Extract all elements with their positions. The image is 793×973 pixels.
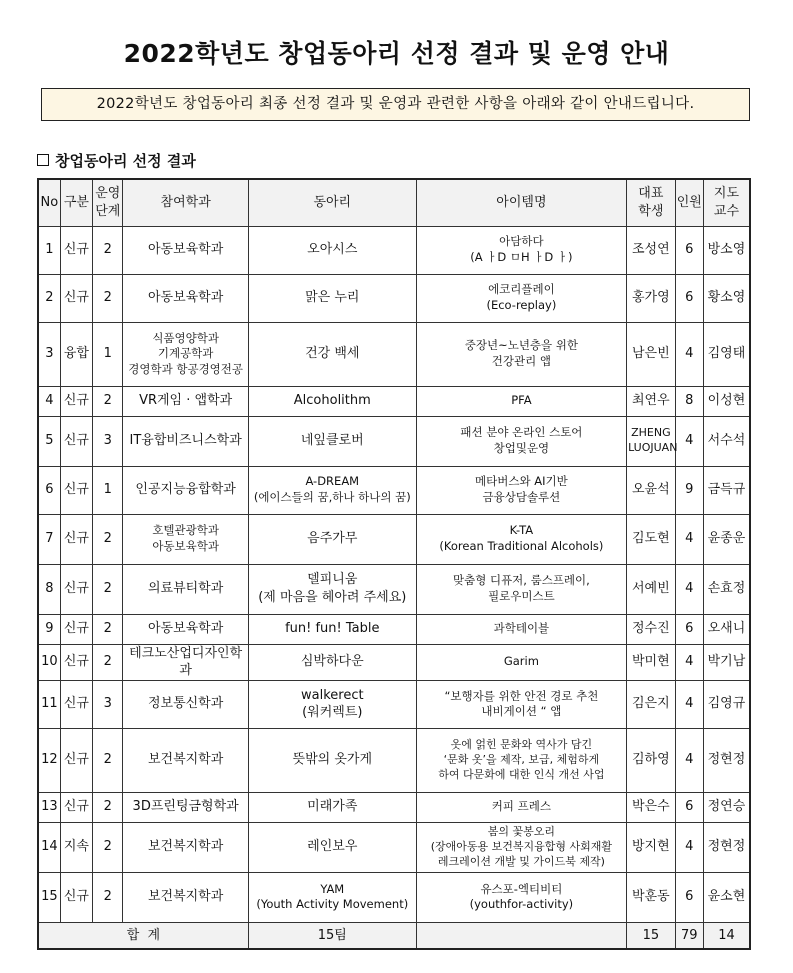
header-club: 동아리 [248,179,416,226]
row-members: 6 [675,792,703,822]
row-no: 15 [38,872,60,922]
row-members: 4 [675,564,703,614]
row-stage: 2 [93,872,123,922]
row-members: 4 [675,728,703,792]
row-advisor: 서수석 [703,416,750,466]
row-type: 신규 [60,680,92,728]
row-advisor: 윤소현 [703,872,750,922]
row-advisor: 윤종운 [703,514,750,564]
header-leader: 대표 학생 [627,179,676,226]
row-stage: 3 [93,416,123,466]
row-members: 6 [675,872,703,922]
row-type: 융합 [60,322,92,386]
row-advisor: 김영규 [703,680,750,728]
row-dept: 3D프린팅금형학과 [123,792,248,822]
checkbox-square-icon [37,154,49,166]
row-members: 4 [675,514,703,564]
header-dept: 참여학과 [123,179,248,226]
row-type: 신규 [60,514,92,564]
row-no: 1 [38,226,60,274]
row-leader: 박미현 [627,644,676,680]
row-stage: 1 [93,466,123,514]
row-dept: 호텔관광학과 아동보육학과 [123,514,248,564]
table-row [38,416,750,466]
row-dept: 테크노산업디자인학과 [123,644,248,680]
row-item: PFA [416,386,626,416]
total-row [38,922,750,949]
row-type: 신규 [60,872,92,922]
row-stage: 2 [93,514,123,564]
row-stage: 3 [93,680,123,728]
row-advisor: 정현정 [703,822,750,872]
row-club: 뜻밖의 옷가게 [248,728,416,792]
table-row [38,644,750,680]
notice-box: 2022학년도 창업동아리 최종 선정 결과 및 운영과 관련한 사항을 아래와 같이 안내드립니다. [41,88,750,121]
row-dept: 보건복지학과 [123,822,248,872]
row-type: 신규 [60,226,92,274]
row-no: 13 [38,792,60,822]
row-item: 맞춤형 디퓨저, 룸스프레이, 필로우미스트 [416,564,626,614]
row-stage: 2 [93,274,123,322]
row-club: 오아시스 [248,226,416,274]
row-members: 9 [675,466,703,514]
total-clubs: 15팀 [248,922,416,949]
table-row [38,728,750,792]
row-dept: IT융합비즈니스학과 [123,416,248,466]
row-advisor: 방소영 [703,226,750,274]
row-advisor: 황소영 [703,274,750,322]
row-no: 2 [38,274,60,322]
row-no: 4 [38,386,60,416]
row-leader: 박훈동 [627,872,676,922]
row-advisor: 정현정 [703,728,750,792]
row-leader: 방지현 [627,822,676,872]
row-stage: 1 [93,322,123,386]
row-members: 4 [675,416,703,466]
row-leader: 최연우 [627,386,676,416]
table-row [38,680,750,728]
row-type: 신규 [60,728,92,792]
row-members: 4 [675,822,703,872]
table-row [38,386,750,416]
page-title: 2022학년도 창업동아리 선정 결과 및 운영 안내 [123,39,670,68]
row-no: 6 [38,466,60,514]
table-row [38,614,750,644]
table-row [38,872,750,922]
total-advisors: 14 [703,922,750,949]
table-row [38,564,750,614]
row-no: 10 [38,644,60,680]
row-members: 6 [675,274,703,322]
row-leader: 오윤석 [627,466,676,514]
row-stage: 2 [93,386,123,416]
row-stage: 2 [93,822,123,872]
row-members: 6 [675,614,703,644]
row-dept: VR게임 · 앱학과 [123,386,248,416]
row-type: 신규 [60,386,92,416]
row-leader: 조성연 [627,226,676,274]
row-item: 옷에 얽힌 문화와 역사가 담긴 ‘문화 옷’을 제작, 보급, 체험하게 하여 다문화에 대한 인식 개선 사업 [416,728,626,792]
row-item: 커피 프레스 [416,792,626,822]
row-item: 과학테이블 [416,614,626,644]
row-no: 8 [38,564,60,614]
row-type: 신규 [60,564,92,614]
row-leader: 정수진 [627,614,676,644]
row-stage: 2 [93,614,123,644]
header-type: 구분 [60,179,92,226]
row-dept: 아동보육학과 [123,614,248,644]
row-leader: 홍가영 [627,274,676,322]
row-no: 9 [38,614,60,644]
table-header-row [38,179,750,226]
row-item: 패션 분야 온라인 스토어 창업및운영 [416,416,626,466]
section-title: 창업동아리 선정 결과 [55,152,196,170]
row-advisor: 정연승 [703,792,750,822]
row-leader: ZHENG LUOJUAN [627,416,676,466]
row-leader: 박은수 [627,792,676,822]
row-club: A-DREAM (에이스들의 꿈,하나 하나의 꿈) [248,466,416,514]
row-dept: 의료뷰티학과 [123,564,248,614]
total-item-empty [416,922,626,949]
row-advisor: 이성현 [703,386,750,416]
row-club: 음주가무 [248,514,416,564]
row-advisor: 박기남 [703,644,750,680]
header-item: 아이템명 [416,179,626,226]
row-club: 건강 백세 [248,322,416,386]
row-members: 8 [675,386,703,416]
total-label: 합 계 [38,922,248,949]
row-leader: 김은지 [627,680,676,728]
row-members: 4 [675,680,703,728]
row-club: YAM (Youth Activity Movement) [248,872,416,922]
row-no: 14 [38,822,60,872]
header-members: 인원 [675,179,703,226]
row-leader: 김도현 [627,514,676,564]
row-members: 4 [675,644,703,680]
row-leader: 김하영 [627,728,676,792]
row-item: 에코리플레이 (Eco-replay) [416,274,626,322]
row-dept: 식품영양학과 기계공학과 경영학과 항공경영전공 [123,322,248,386]
row-type: 신규 [60,274,92,322]
row-dept: 보건복지학과 [123,728,248,792]
header-advisor: 지도 교수 [703,179,750,226]
table-row [38,822,750,872]
row-stage: 2 [93,226,123,274]
row-item: Garim [416,644,626,680]
row-advisor: 금득규 [703,466,750,514]
row-type: 신규 [60,644,92,680]
row-stage: 2 [93,792,123,822]
row-item: 아담하다 (A ㅏD ㅁH ㅏD ㅏ) [416,226,626,274]
total-members: 79 [675,922,703,949]
row-stage: 2 [93,728,123,792]
row-club: 미래가족 [248,792,416,822]
row-stage: 2 [93,644,123,680]
row-advisor: 손효정 [703,564,750,614]
row-dept: 인공지능융합학과 [123,466,248,514]
row-club: 네잎클로버 [248,416,416,466]
row-dept: 보건복지학과 [123,872,248,922]
row-no: 11 [38,680,60,728]
table-row [38,226,750,274]
row-item: 봄의 꽃봉오리 (장애아동용 보건복지융합형 사회재활 레크레이션 개발 및 가이드북 제작) [416,822,626,872]
row-leader: 남은빈 [627,322,676,386]
row-item: K-TA (Korean Traditional Alcohols) [416,514,626,564]
table-row [38,466,750,514]
row-type: 신규 [60,792,92,822]
row-type: 지속 [60,822,92,872]
row-club: 델피니움 (제 마음을 헤아려 주세요) [248,564,416,614]
header-no: No [38,179,60,226]
row-item: 메타버스와 AI기반 금융상담솔루션 [416,466,626,514]
row-club: 맑은 누리 [248,274,416,322]
row-club: Alcoholithm [248,386,416,416]
table-row [38,792,750,822]
row-dept: 아동보육학과 [123,226,248,274]
row-club: 레인보우 [248,822,416,872]
row-type: 신규 [60,614,92,644]
results-table [37,178,751,950]
row-no: 7 [38,514,60,564]
row-stage: 2 [93,564,123,614]
row-no: 12 [38,728,60,792]
row-item: “보행자를 위한 안전 경로 추천 내비게이션 “ 앱 [416,680,626,728]
row-club: 심박하다운 [248,644,416,680]
row-item: 유스포-엑티비티 (youthfor-activity) [416,872,626,922]
header-stage: 운영 단계 [93,179,123,226]
row-no: 3 [38,322,60,386]
total-leaders: 15 [627,922,676,949]
row-leader: 서예빈 [627,564,676,614]
row-club: fun! fun! Table [248,614,416,644]
row-members: 4 [675,322,703,386]
row-dept: 정보통신학과 [123,680,248,728]
row-advisor: 김영태 [703,322,750,386]
row-advisor: 오새니 [703,614,750,644]
row-item: 중장년~노년층을 위한 건강관리 앱 [416,322,626,386]
row-members: 6 [675,226,703,274]
row-type: 신규 [60,466,92,514]
table-row [38,322,750,386]
section-heading [37,150,196,171]
table-row [38,274,750,322]
row-dept: 아동보육학과 [123,274,248,322]
table-row [38,514,750,564]
row-type: 신규 [60,416,92,466]
row-no: 5 [38,416,60,466]
row-club: walkerect (워커렉트) [248,680,416,728]
